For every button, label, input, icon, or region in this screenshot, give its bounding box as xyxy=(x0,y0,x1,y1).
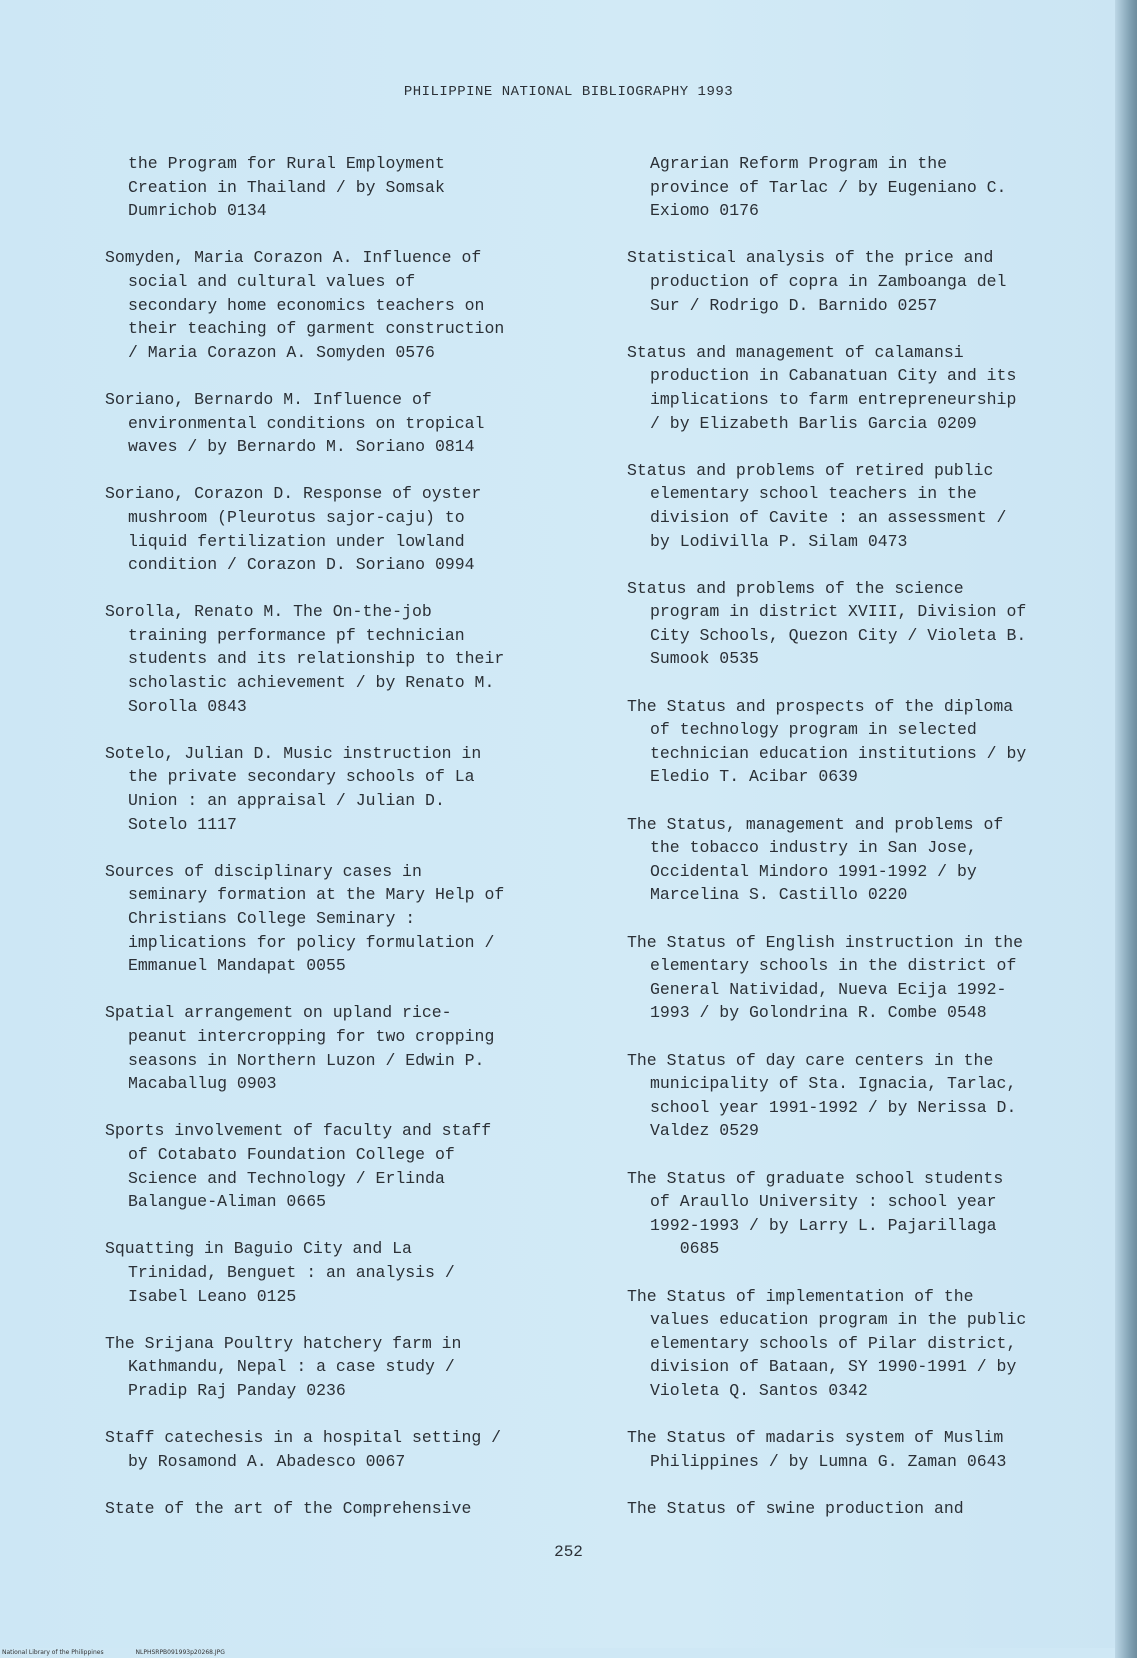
footer-library: National Library of the Philippines xyxy=(2,1649,104,1656)
bibliography-entry: The Status of graduate school students of Araullo University : school year 1992-1993 / by Larry L. Pajarillaga 0685 xyxy=(627,1168,1004,1259)
page-header: PHILIPPINE NATIONAL BIBLIOGRAPHY 1993 xyxy=(403,84,734,100)
page-spine-shadow xyxy=(1115,0,1137,1658)
bibliography-entry: Statistical analysis of the price and production of copra in Zamboanga del Sur / Rodrigo D. Barnido 0257 xyxy=(627,248,1007,315)
bibliography-entry: Spatial arrangement on upland rice- peanut intercropping for two cropping seasons in Northern Luzon / Edwin P. Macaballug 0903 xyxy=(105,1003,495,1094)
bibliography-entry: Sorolla, Renato M. The On-the-job training performance pf technician students and its relationship to their scholastic achievement / by Renato M. Sorolla 0843 xyxy=(105,602,505,716)
bibliography-entry: Sources of disciplinary cases in seminary formation at the Mary Help of Christians College Seminary : implications for policy formulation / Emmanuel Mandapat 0055 xyxy=(105,861,505,976)
bibliography-entry: Soriano, Bernardo M. Influence of environmental conditions on tropical waves / by Bernardo M. Soriano 0814 xyxy=(105,389,485,457)
bibliography-entry: The Status of implementation of the values education program in the public elementary schools of Pilar district, division of Bataan, SY 1990-1991 / by Violeta Q. Santos 0342 xyxy=(627,1286,1027,1400)
bibliography-entry: The Srijana Poultry hatchery farm in Kathmandu, Nepal : a case study / Pradip Raj Panday 0236 xyxy=(105,1333,462,1400)
bibliography-entry: Squatting in Baguio City and La Trinidad, Benguet : an analysis / Isabel Leano 0125 xyxy=(105,1239,455,1306)
bibliography-entry: Staff catechesis in a hospital setting / by Rosamond A. Abadesco 0067 xyxy=(105,1428,502,1471)
bibliography-entry: The Status of day care centers in the municipality of Sta. Ignacia, Tarlac, school year 1991-1992 / by Nerissa D. Valdez 0529 xyxy=(627,1050,1017,1141)
bibliography-entry: Status and problems of the science program in district XVIII, Division of City Schools, Quezon City / Violeta B. Sumook 0535 xyxy=(627,578,1027,669)
bibliography-entry: Soriano, Corazon D. Response of oyster mushroom (Pleurotus sajor-caju) to liquid fertilization under lowland condition / Corazon D. Soriano 0994 xyxy=(105,484,482,575)
bibliography-entry: the Program for Rural Employment Creation in Thailand / by Somsak Dumrichob 0134 xyxy=(128,154,445,221)
bibliography-entry: Status and management of calamansi production in Cabanatuan City and its implications to farm entrepreneurship / by Elizabeth Barlis Garcia 0209 xyxy=(627,342,1017,433)
bibliography-entry: Agrarian Reform Program in the province of Tarlac / by Eugeniano C. Exiomo 0176 xyxy=(650,154,1007,221)
page-number: 252 xyxy=(554,1543,583,1561)
bibliography-entry: The Status of English instruction in the elementary schools in the district of General Natividad, Nueva Ecija 1992- 1993 / by Golondrina R. Combe 0548 xyxy=(627,932,1024,1023)
bibliography-entry: Somyden, Maria Corazon A. Influence of social and cultural values of secondary home economics teachers on their teaching of garment construction / Maria Corazon A. Somyden 0576 xyxy=(105,248,505,362)
bibliography-entry: Sotelo, Julian D. Music instruction in the private secondary schools of La Union : an appraisal / Julian D. Sotelo 1117 xyxy=(105,743,482,834)
right-column xyxy=(627,152,1097,1544)
bibliography-entry: State of the art of the Comprehensive xyxy=(105,1498,472,1518)
bibliography-entry: Sports involvement of faculty and staff of Cotabato Foundation College of Science and Technology / Erlinda Balangue-Aliman 0665 xyxy=(105,1121,492,1212)
bibliography-entry: The Status and prospects of the diploma of technology program in selected technician education institutions / by Eledio T. Acibar 0639 xyxy=(627,696,1027,787)
left-column xyxy=(105,152,575,1544)
scan-footer xyxy=(2,1649,255,1656)
bibliography-entry: Status and problems of retired public elementary school teachers in the division of Cavite : an assessment / by Lodivilla P. Silam 0473 xyxy=(627,460,1007,551)
bibliography-entry: The Status, management and problems of the tobacco industry in San Jose, Occidental Mindoro 1991-1992 / by Marcelina S. Castillo 0220 xyxy=(627,814,1004,905)
bibliography-entry: The Status of madaris system of Muslim Philippines / by Lumna G. Zaman 0643 xyxy=(627,1428,1007,1471)
bibliography-entry: The Status of swine production and xyxy=(627,1498,964,1518)
footer-filename: NLPHSRPB091993p20268.JPG xyxy=(135,1649,225,1656)
